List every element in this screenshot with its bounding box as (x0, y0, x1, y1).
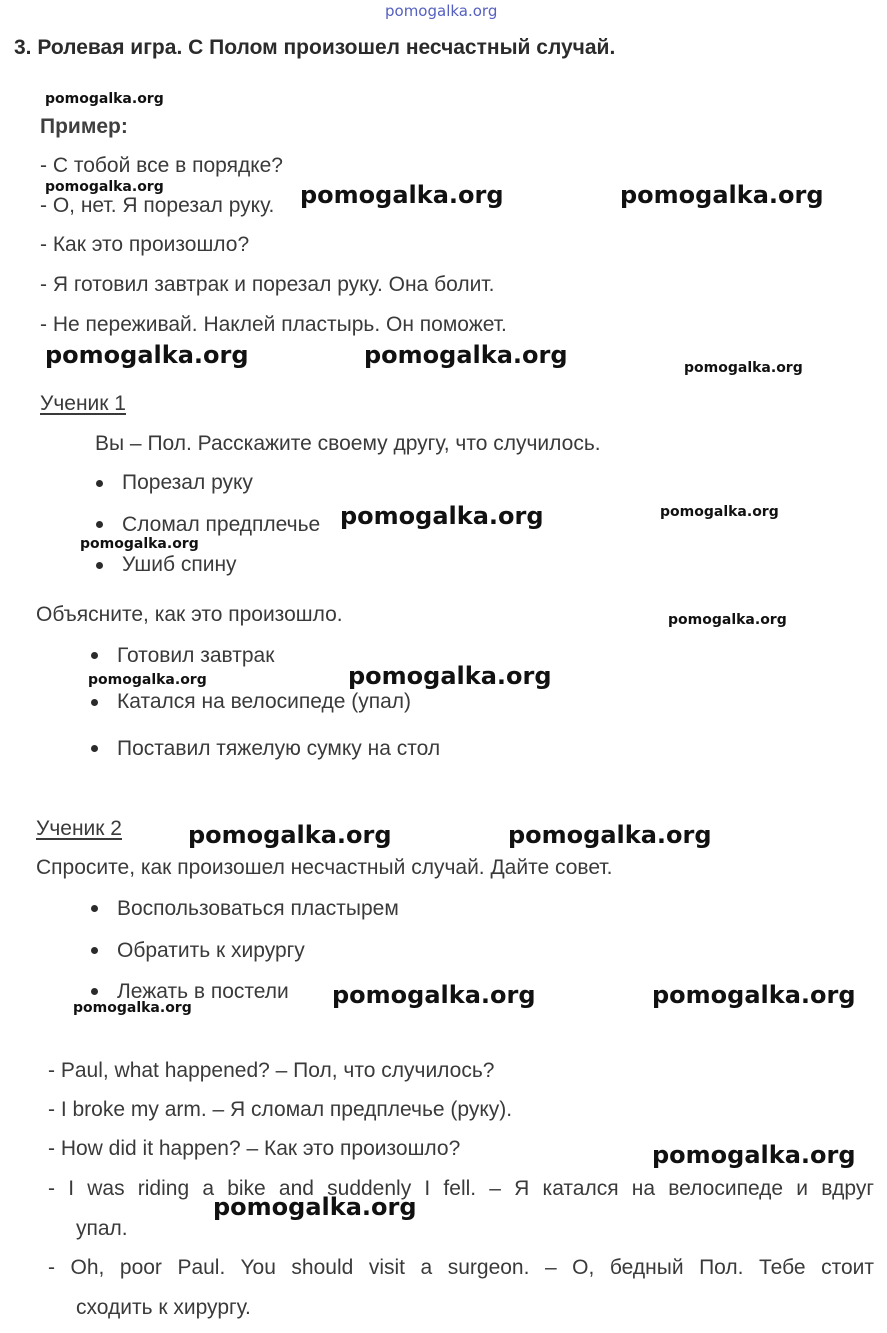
example-line: - Как это произошло? (40, 233, 250, 256)
watermark: pomogalka.org (45, 179, 164, 195)
task-title: 3. Ролевая игра. С Полом произошел несчастный случай. (14, 36, 616, 59)
dialogue-line: - How did it happen? – Как это произошло? (48, 1137, 461, 1160)
student1-instruction: Вы – Пол. Расскажите своему другу, что случилось. (95, 432, 601, 455)
injury-item: Сломал предплечье (122, 513, 321, 536)
bullet-icon (91, 947, 98, 954)
watermark: pomogalka.org (652, 1141, 856, 1169)
watermark: pomogalka.org (73, 1000, 192, 1016)
cause-item: Поставил тяжелую сумку на стол (117, 737, 441, 760)
bullet-icon (96, 521, 103, 528)
watermark: pomogalka.org (300, 181, 504, 209)
student2-instruction: Спросите, как произошел несчастный случай. Дайте совет. (36, 856, 613, 879)
watermark: pomogalka.org (684, 360, 803, 376)
bullet-icon (91, 652, 98, 659)
dialogue-line: - Oh, poor Paul. You should visit a surgeon. – О, бедный Пол. Тебе стоит (48, 1256, 874, 1279)
watermark: pomogalka.org (668, 612, 787, 628)
watermark: pomogalka.org (652, 981, 856, 1009)
dialogue-line: - I broke my arm. – Я сломал предплечье (руку). (48, 1098, 513, 1121)
advice-item: Воспользоваться пластырем (117, 897, 399, 920)
watermark: pomogalka.org (188, 821, 392, 849)
cause-item: Готовил завтрак (117, 644, 275, 667)
example-line: - С тобой все в порядке? (40, 154, 283, 177)
example-line: - Я готовил завтрак и порезал руку. Она болит. (40, 273, 495, 296)
watermark: pomogalka.org (332, 981, 536, 1009)
watermark: pomogalka.org (45, 91, 164, 107)
injury-item: Ушиб спину (122, 553, 237, 576)
cause-item: Катался на велосипеде (упал) (117, 690, 412, 713)
dialogue-line-continuation: сходить к хирургу. (76, 1296, 251, 1319)
watermark: pomogalka.org (348, 662, 552, 690)
student2-label: Ученик 2 (36, 817, 122, 840)
bullet-icon (96, 562, 103, 569)
example-heading: Пример: (40, 115, 128, 138)
watermark: pomogalka.org (88, 672, 207, 688)
watermark-top: pomogalka.org (385, 2, 498, 20)
bullet-icon (91, 745, 98, 752)
example-line: - О, нет. Я порезал руку. (40, 194, 275, 217)
bullet-icon (96, 480, 103, 487)
watermark: pomogalka.org (45, 341, 249, 369)
student1-label: Ученик 1 (40, 392, 126, 415)
bullet-icon (91, 699, 98, 706)
example-line: - Не переживай. Наклей пластырь. Он поможет. (40, 313, 507, 336)
advice-item: Обратить к хирургу (117, 939, 305, 962)
watermark: pomogalka.org (508, 821, 712, 849)
bullet-icon (91, 905, 98, 912)
dialogue-line: - I was riding a bike and suddenly I fell. – Я катался на велосипеде и вдруг (48, 1177, 874, 1200)
watermark: pomogalka.org (80, 536, 199, 552)
bullet-icon (91, 988, 98, 995)
watermark: pomogalka.org (340, 502, 544, 530)
watermark: pomogalka.org (660, 504, 779, 520)
watermark: pomogalka.org (213, 1193, 417, 1221)
dialogue-line: - Paul, what happened? – Пол, что случилось? (48, 1059, 495, 1082)
advice-item: Лежать в постели (117, 980, 289, 1003)
watermark: pomogalka.org (620, 181, 824, 209)
injury-item: Порезал руку (122, 471, 253, 494)
dialogue-line-continuation: упал. (76, 1217, 128, 1240)
explain-instruction: Объясните, как это произошло. (36, 603, 343, 626)
watermark: pomogalka.org (364, 341, 568, 369)
